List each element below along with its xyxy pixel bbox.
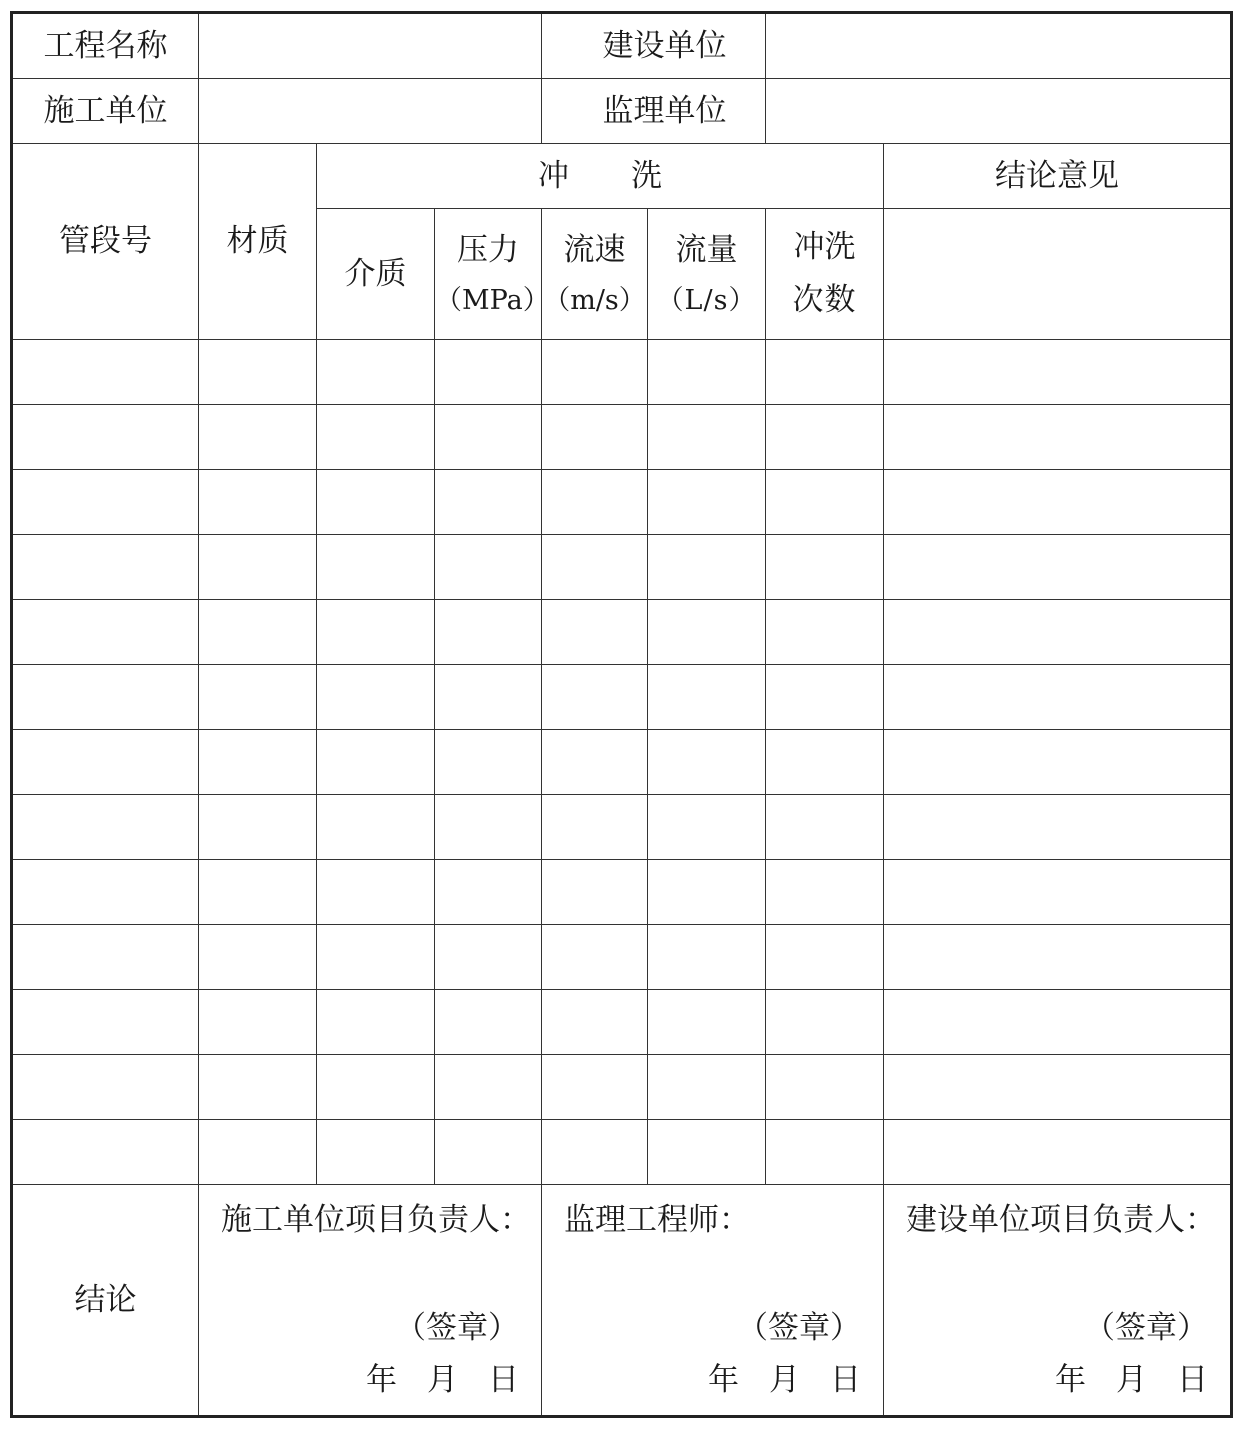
table-cell[interactable] [317, 990, 435, 1055]
material-header: 材质 [199, 144, 317, 340]
table-cell[interactable] [317, 1120, 435, 1185]
supervisor-date [708, 1361, 861, 1400]
project-name-field[interactable] [199, 13, 542, 79]
table-cell[interactable] [884, 405, 1232, 470]
table-row [12, 665, 1232, 730]
table-cell[interactable] [542, 1120, 648, 1185]
table-cell[interactable] [884, 1055, 1232, 1120]
table-cell[interactable] [542, 860, 648, 925]
table-cell[interactable] [435, 795, 542, 860]
table-cell[interactable] [317, 600, 435, 665]
conclusion-opinion-cell[interactable] [884, 209, 1232, 340]
table-cell[interactable] [766, 600, 884, 665]
table-cell[interactable] [317, 470, 435, 535]
flush-times-header [766, 209, 884, 340]
table-cell[interactable] [12, 1055, 199, 1120]
table-cell[interactable] [12, 1120, 199, 1185]
table-row [12, 990, 1232, 1055]
table-cell[interactable] [317, 925, 435, 990]
table-cell[interactable] [435, 1120, 542, 1185]
table-cell[interactable] [542, 1055, 648, 1120]
data-rows [12, 340, 1232, 1185]
table-cell[interactable] [766, 470, 884, 535]
table-cell[interactable] [648, 925, 766, 990]
table-cell[interactable] [542, 665, 648, 730]
table-cell[interactable] [435, 600, 542, 665]
table-cell[interactable] [648, 860, 766, 925]
conclusion-row [12, 1185, 1232, 1417]
table-cell[interactable] [884, 1120, 1232, 1185]
owner-date [1055, 1361, 1208, 1400]
date-month: 月 [1116, 1362, 1148, 1398]
table-cell[interactable] [12, 730, 199, 795]
date-day: 日 [1177, 1362, 1209, 1398]
contractor-date [366, 1361, 519, 1400]
table-cell[interactable] [766, 1055, 884, 1120]
table-cell[interactable] [199, 730, 317, 795]
owner-field[interactable] [766, 13, 1232, 79]
velocity-header [542, 209, 648, 340]
table-cell[interactable] [648, 665, 766, 730]
table-cell[interactable] [884, 535, 1232, 600]
pressure-label: 压力 [457, 231, 519, 268]
table-cell[interactable] [317, 535, 435, 600]
table-cell[interactable] [199, 470, 317, 535]
table-cell[interactable] [12, 535, 199, 600]
table-cell[interactable] [317, 665, 435, 730]
table-cell[interactable] [12, 405, 199, 470]
table-cell[interactable] [648, 340, 766, 405]
flush-group-header: 冲 洗 [317, 144, 884, 209]
table-cell[interactable] [12, 340, 199, 405]
table-cell[interactable] [766, 1120, 884, 1185]
table-cell[interactable] [766, 665, 884, 730]
table-cell[interactable] [199, 405, 317, 470]
supervisor-label: 监理单位 [542, 79, 766, 144]
date-month: 月 [769, 1362, 801, 1398]
flush-times-line2: 次数 [792, 282, 857, 318]
supervisor-field[interactable] [766, 79, 1232, 144]
table-cell[interactable] [199, 860, 317, 925]
contractor-seal: （签章） [395, 1310, 520, 1346]
table-row [12, 405, 1232, 470]
table-cell[interactable] [12, 795, 199, 860]
flushing-record-form [10, 11, 1233, 1418]
table-row [12, 860, 1232, 925]
table-row [12, 470, 1232, 535]
table-cell[interactable] [199, 1055, 317, 1120]
table-cell[interactable] [435, 990, 542, 1055]
table-cell[interactable] [317, 405, 435, 470]
pressure-unit: （MPa） [435, 284, 550, 316]
supervisor-signature-block[interactable] [542, 1185, 884, 1417]
owner-seal: （签章） [1084, 1310, 1209, 1346]
table-cell[interactable] [12, 860, 199, 925]
table-cell[interactable] [884, 340, 1232, 405]
table-cell[interactable] [435, 730, 542, 795]
table-cell[interactable] [542, 340, 648, 405]
date-month: 月 [427, 1362, 459, 1398]
table-cell[interactable] [766, 730, 884, 795]
table-cell[interactable] [648, 535, 766, 600]
table-cell[interactable] [542, 535, 648, 600]
table-cell[interactable] [648, 600, 766, 665]
owner-label: 建设单位 [542, 13, 766, 79]
table-cell[interactable] [884, 600, 1232, 665]
segment-header: 管段号 [12, 144, 199, 340]
project-name-row [12, 13, 1232, 79]
owner-signature-label: 建设单位项目负责人： [906, 1202, 1217, 1238]
date-day: 日 [488, 1362, 520, 1398]
table-cell[interactable] [317, 795, 435, 860]
contractor-row [12, 79, 1232, 144]
table-row [12, 795, 1232, 860]
table-cell[interactable] [884, 730, 1232, 795]
table-row [12, 600, 1232, 665]
table-cell[interactable] [648, 730, 766, 795]
table-cell[interactable] [435, 665, 542, 730]
table-cell[interactable] [199, 535, 317, 600]
supervisor-seal: （签章） [737, 1310, 862, 1346]
table-cell[interactable] [435, 925, 542, 990]
table-cell[interactable] [199, 665, 317, 730]
velocity-unit: （m/s） [543, 284, 646, 316]
table-row [12, 535, 1232, 600]
conclusion-label: 结论 [12, 1185, 199, 1417]
table-cell[interactable] [648, 990, 766, 1055]
flush-times-line1: 冲洗 [793, 229, 856, 266]
table-row [12, 1055, 1232, 1120]
table-cell[interactable] [648, 795, 766, 860]
contractor-field[interactable] [199, 79, 542, 144]
table-cell[interactable] [542, 730, 648, 795]
date-year: 年 [708, 1362, 740, 1398]
table-cell[interactable] [199, 340, 317, 405]
medium-header: 介质 [317, 209, 435, 340]
flow-header [648, 209, 766, 340]
owner-signature-block[interactable] [884, 1185, 1232, 1417]
table-cell[interactable] [766, 795, 884, 860]
table-cell[interactable] [542, 405, 648, 470]
table-cell[interactable] [317, 1055, 435, 1120]
project-name-label: 工程名称 [12, 13, 199, 79]
table-row [12, 340, 1232, 405]
table-cell[interactable] [542, 470, 648, 535]
table-cell[interactable] [12, 665, 199, 730]
table-cell[interactable] [12, 990, 199, 1055]
table-cell[interactable] [435, 340, 542, 405]
table-cell[interactable] [542, 795, 648, 860]
date-year: 年 [366, 1362, 398, 1398]
table-cell[interactable] [884, 860, 1232, 925]
table-cell[interactable] [648, 1120, 766, 1185]
table-cell[interactable] [12, 470, 199, 535]
table-cell[interactable] [766, 990, 884, 1055]
table-cell[interactable] [542, 600, 648, 665]
table-cell[interactable] [766, 340, 884, 405]
table-cell[interactable] [435, 1055, 542, 1120]
table-cell[interactable] [435, 535, 542, 600]
table-cell[interactable] [766, 925, 884, 990]
table-cell[interactable] [766, 535, 884, 600]
table-cell[interactable] [884, 925, 1232, 990]
table-cell[interactable] [199, 925, 317, 990]
contractor-label: 施工单位 [12, 79, 199, 144]
table-cell[interactable] [199, 990, 317, 1055]
table-cell[interactable] [884, 665, 1232, 730]
table-row [12, 1120, 1232, 1185]
table-cell[interactable] [199, 795, 317, 860]
contractor-signature-label: 施工单位项目负责人： [221, 1202, 531, 1238]
table-row [12, 925, 1232, 990]
velocity-label: 流速 [563, 231, 626, 268]
table-cell[interactable] [542, 925, 648, 990]
table-cell[interactable] [317, 730, 435, 795]
pressure-header [435, 209, 550, 340]
table-cell[interactable] [648, 405, 766, 470]
contractor-signature-block[interactable] [199, 1185, 542, 1417]
table-cell[interactable] [12, 600, 199, 665]
table-cell[interactable] [435, 405, 542, 470]
conclusion-opinion-header: 结论意见 [884, 144, 1232, 209]
table-cell[interactable] [766, 860, 884, 925]
table-cell[interactable] [199, 1120, 317, 1185]
table-cell[interactable] [199, 600, 317, 665]
table-cell[interactable] [12, 925, 199, 990]
table-cell[interactable] [648, 470, 766, 535]
table-cell[interactable] [648, 1055, 766, 1120]
table-row [12, 730, 1232, 795]
date-year: 年 [1055, 1362, 1087, 1398]
table-cell[interactable] [884, 990, 1232, 1055]
table-cell[interactable] [435, 470, 542, 535]
table-cell[interactable] [542, 990, 648, 1055]
table-cell[interactable] [317, 340, 435, 405]
table-cell[interactable] [766, 405, 884, 470]
flow-unit: （L/s） [656, 284, 757, 316]
table-cell[interactable] [435, 860, 542, 925]
column-header-row-1 [12, 144, 1232, 209]
table-cell[interactable] [317, 860, 435, 925]
table-cell[interactable] [884, 795, 1232, 860]
supervisor-signature-label: 监理工程师： [564, 1202, 751, 1238]
flow-label: 流量 [675, 231, 738, 268]
date-day: 日 [830, 1362, 862, 1398]
table-cell[interactable] [884, 470, 1232, 535]
